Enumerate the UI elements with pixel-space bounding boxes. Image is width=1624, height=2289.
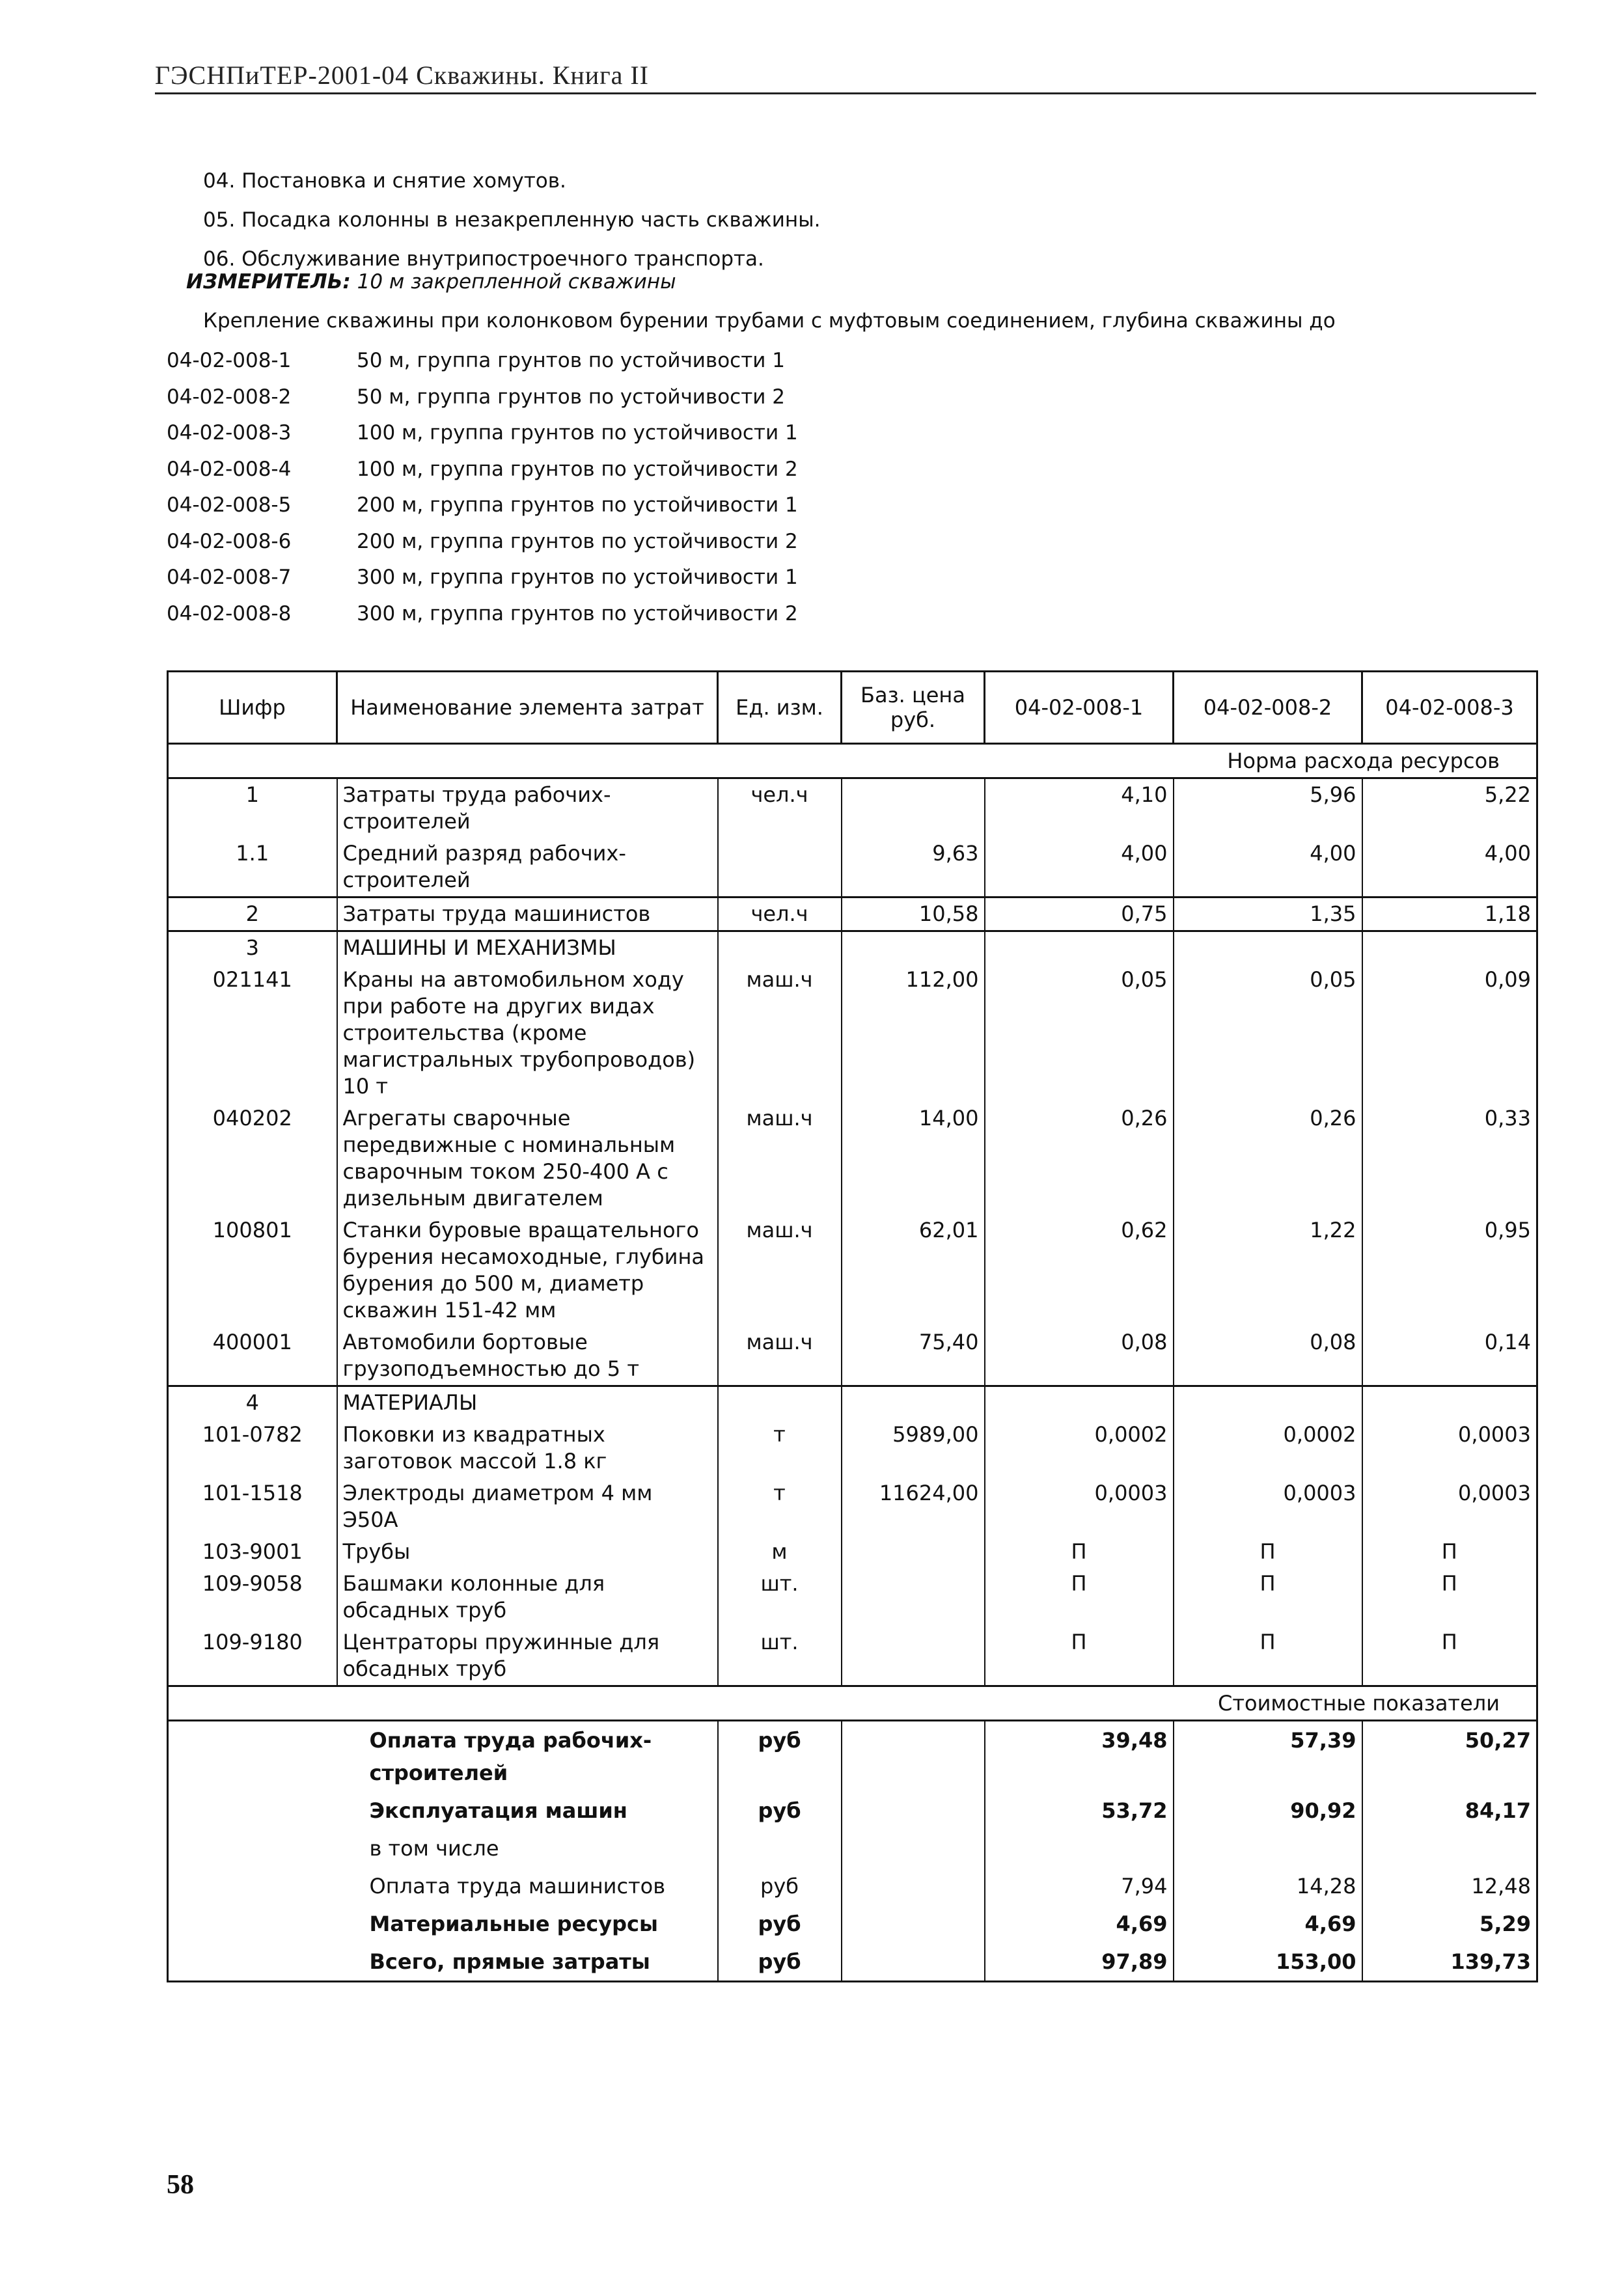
cost-name: Оплата труда машинистов (369, 1874, 666, 1898)
cell-unit: т (718, 1419, 842, 1477)
cell-unit: чел.ч (718, 778, 842, 838)
resource-table (167, 670, 1538, 1982)
variant-desc: 100 м, группа грунтов по устойчивости 2 (357, 457, 798, 481)
cost-name: Материальные ресурсы (369, 1912, 658, 1936)
table-row (168, 1214, 1537, 1326)
cell-value: 0,08 (1174, 1326, 1362, 1386)
cell-price (842, 1626, 985, 1686)
cell-value: 0,62 (985, 1214, 1174, 1326)
cell-name: Средний разряд рабочих-строителей (337, 838, 718, 898)
cell-code: 1 (168, 778, 337, 838)
table-row (168, 1568, 1537, 1626)
cell-value: 5,22 (1362, 778, 1537, 838)
cell-value: 0,0002 (985, 1419, 1174, 1477)
cell-value: 4,10 (985, 778, 1174, 838)
cost-row (168, 1905, 1537, 1943)
cell-value: 0,09 (1362, 964, 1537, 1103)
cost-value: 39,48 (985, 1721, 1174, 1792)
cell-unit (718, 838, 842, 898)
cell-value: 4,00 (1174, 838, 1362, 898)
cell-name: Электроды диаметром 4 мм Э50А (337, 1477, 718, 1536)
cell-value: 0,26 (1174, 1103, 1362, 1214)
variant-item (167, 560, 798, 596)
variant-code: 04-02-008-8 (167, 601, 292, 625)
cost-row (168, 1943, 1537, 1982)
norm-section-label: Норма расхода ресурсов (168, 744, 1537, 778)
running-header: ГЭСНПиТЕР-2001-04 Скважины. Книга II (155, 61, 649, 90)
variant-list (167, 343, 798, 632)
cell-value: П (1174, 1536, 1362, 1568)
col-header-norm-3: 04-02-008-3 (1362, 672, 1537, 744)
table-row (168, 1103, 1537, 1214)
cell-code: 109-9058 (168, 1568, 337, 1626)
cell-value: 4,00 (1362, 838, 1537, 898)
table-section-row (168, 931, 1537, 965)
cost-value: 4,69 (1174, 1905, 1362, 1943)
cell-price: 75,40 (842, 1326, 985, 1386)
cell-price (842, 778, 985, 838)
cell-unit: маш.ч (718, 1326, 842, 1386)
cell-unit: маш.ч (718, 964, 842, 1103)
cell-value: 0,95 (1362, 1214, 1537, 1326)
variant-item (167, 415, 798, 452)
cost-value: 90,92 (1174, 1792, 1362, 1830)
cell-name: Станки буровые вращательного бурения несамоходные, глубина бурения до 500 м, диаметр скважин 151-42 мм (337, 1214, 718, 1326)
section-title: МАШИНЫ И МЕХАНИЗМЫ (337, 931, 718, 965)
cell-name: Центраторы пружинные для обсадных труб (337, 1626, 718, 1686)
cost-row (168, 1792, 1537, 1830)
cost-name: Всего, прямые затраты (337, 1943, 718, 1982)
cell-price: 112,00 (842, 964, 985, 1103)
table-row (168, 838, 1537, 898)
table-row (168, 1419, 1537, 1477)
meter-line (186, 270, 676, 294)
cell-value: 0,0002 (1174, 1419, 1362, 1477)
table-row (168, 1326, 1537, 1386)
cost-row (168, 1721, 1537, 1792)
cell-price: 5989,00 (842, 1419, 985, 1477)
cell-code: 040202 (168, 1103, 337, 1214)
variant-code: 04-02-008-5 (167, 493, 292, 517)
cost-value: 7,94 (985, 1867, 1174, 1905)
variant-code: 04-02-008-2 (167, 385, 292, 409)
cost-value: 5,29 (1362, 1905, 1537, 1943)
cell-value: П (985, 1536, 1174, 1568)
cell-name: Краны на автомобильном ходу при работе на других видах строительства (кроме магистральных трубопроводов) 10 т (337, 964, 718, 1103)
cell-value: 0,0003 (1362, 1477, 1537, 1536)
cell-name: Автомобили бортовые грузоподъемностью до 5 т (337, 1326, 718, 1386)
cell-code: 101-1518 (168, 1477, 337, 1536)
cell-value: 0,26 (985, 1103, 1174, 1214)
cell-name: Трубы (337, 1536, 718, 1568)
cell-value: 1,18 (1362, 898, 1537, 931)
cost-value: 50,27 (1362, 1721, 1537, 1792)
cost-value: 84,17 (1362, 1792, 1537, 1830)
cell-name: Поковки из квадратных заготовок массой 1.8 кг (337, 1419, 718, 1477)
cell-unit: шт. (718, 1568, 842, 1626)
cell-value: П (985, 1568, 1174, 1626)
cell-value: П (1362, 1536, 1537, 1568)
cell-code: 021141 (168, 964, 337, 1103)
cost-unit: руб (718, 1721, 842, 1792)
operation-item: 06. Обслуживание внутрипостроечного транспорта. (203, 247, 764, 271)
cell-unit: маш.ч (718, 1214, 842, 1326)
cost-unit: руб (718, 1792, 842, 1830)
section-title: МАТЕРИАЛЫ (337, 1386, 718, 1419)
cost-value: 53,72 (985, 1792, 1174, 1830)
table-row (168, 1477, 1537, 1536)
table-row (168, 898, 1537, 931)
cell-unit: т (718, 1477, 842, 1536)
cell-name: Башмаки колонные для обсадных труб (337, 1568, 718, 1626)
cost-unit: руб (718, 1943, 842, 1982)
variant-item (167, 524, 798, 560)
cell-value: П (1362, 1568, 1537, 1626)
cell-value: 1,35 (1174, 898, 1362, 931)
variant-desc: 300 м, группа грунтов по устойчивости 1 (357, 566, 798, 589)
cell-value: 0,05 (1174, 964, 1362, 1103)
cell-price: 9,63 (842, 838, 985, 898)
cell-value: 0,0003 (1174, 1477, 1362, 1536)
cell-price: 11624,00 (842, 1477, 985, 1536)
variant-code: 04-02-008-1 (167, 349, 292, 372)
cost-name: Эксплуатация машин (369, 1798, 627, 1823)
cell-value: 0,0003 (1362, 1419, 1537, 1477)
variant-code: 04-02-008-6 (167, 529, 292, 553)
cell-value: П (985, 1626, 1174, 1686)
cell-value: П (1174, 1568, 1362, 1626)
col-header-unit: Ед. изм. (718, 672, 842, 744)
cell-name: Затраты труда машинистов (337, 898, 718, 931)
cell-unit: м (718, 1536, 842, 1568)
cell-value: П (1174, 1626, 1362, 1686)
intro-text: Крепление скважины при колонковом бурении трубами с муфтовым соединением, глубина скважины до (203, 309, 1336, 333)
cell-code: 109-9180 (168, 1626, 337, 1686)
variant-desc: 200 м, группа грунтов по устойчивости 1 (357, 493, 798, 517)
variant-code: 04-02-008-7 (167, 566, 292, 589)
variant-desc: 50 м, группа грунтов по устойчивости 2 (357, 385, 785, 409)
cost-name: в том числе (369, 1836, 499, 1861)
col-header-price: Баз. цена руб. (842, 672, 985, 744)
cell-code: 400001 (168, 1326, 337, 1386)
cost-value: 4,69 (985, 1905, 1174, 1943)
cost-unit: руб (718, 1905, 842, 1943)
header-divider (155, 92, 1536, 94)
cell-value: 0,75 (985, 898, 1174, 931)
cell-value: 1,22 (1174, 1214, 1362, 1326)
variant-code: 04-02-008-3 (167, 421, 292, 445)
meter-label: ИЗМЕРИТЕЛЬ: (186, 270, 351, 294)
cost-value: 57,39 (1174, 1721, 1362, 1792)
col-header-norm-2: 04-02-008-2 (1174, 672, 1362, 744)
cost-section-label: Стоимостные показатели (168, 1686, 1537, 1721)
cell-value: 0,08 (985, 1326, 1174, 1386)
cell-code: 3 (168, 931, 337, 965)
variant-item (167, 379, 798, 416)
cell-code: 2 (168, 898, 337, 931)
operations-list (203, 161, 820, 279)
cost-value: 97,89 (985, 1943, 1174, 1982)
variant-item (167, 343, 798, 379)
table-row (168, 1626, 1537, 1686)
cell-unit: чел.ч (718, 898, 842, 931)
cell-value: 0,05 (985, 964, 1174, 1103)
cost-value: 153,00 (1174, 1943, 1362, 1982)
cell-value: 0,14 (1362, 1326, 1537, 1386)
cost-row (168, 1830, 1537, 1867)
operation-item: 05. Посадка колонны в незакрепленную часть скважины. (203, 208, 821, 232)
cost-unit: руб (718, 1867, 842, 1905)
cell-price (842, 1568, 985, 1626)
meter-value: 10 м закрепленной скважины (357, 270, 676, 294)
cost-row (168, 1867, 1537, 1905)
table-section-row (168, 1386, 1537, 1419)
variant-desc: 200 м, группа грунтов по устойчивости 2 (357, 529, 798, 553)
cell-value: 0,0003 (985, 1477, 1174, 1536)
table-row (168, 1536, 1537, 1568)
cell-value: 0,33 (1362, 1103, 1537, 1214)
operation-item: 04. Постановка и снятие хомутов. (203, 169, 566, 193)
cell-code: 103-9001 (168, 1536, 337, 1568)
variant-item (167, 452, 798, 488)
variant-desc: 100 м, группа грунтов по устойчивости 1 (357, 421, 798, 445)
table-row (168, 964, 1537, 1103)
cell-price: 10,58 (842, 898, 985, 931)
page-number: 58 (167, 2170, 194, 2200)
cell-name: Затраты труда рабочих-строителей (337, 778, 718, 838)
cell-value: 5,96 (1174, 778, 1362, 838)
cell-code: 1.1 (168, 838, 337, 898)
col-header-code: Шифр (168, 672, 337, 744)
cost-value: 14,28 (1174, 1867, 1362, 1905)
cell-value: П (1362, 1626, 1537, 1686)
cell-price: 14,00 (842, 1103, 985, 1214)
cost-value: 12,48 (1362, 1867, 1537, 1905)
cost-name: Оплата труда рабочих-строителей (369, 1728, 652, 1785)
cell-code: 100801 (168, 1214, 337, 1326)
table-header-row (168, 672, 1537, 744)
col-header-norm-1: 04-02-008-1 (985, 672, 1174, 744)
variant-code: 04-02-008-4 (167, 457, 292, 481)
variant-desc: 300 м, группа грунтов по устойчивости 2 (357, 601, 798, 625)
cell-price (842, 1536, 985, 1568)
cell-unit: шт. (718, 1626, 842, 1686)
cost-value: 139,73 (1362, 1943, 1537, 1982)
cell-value: 4,00 (985, 838, 1174, 898)
cell-code: 4 (168, 1386, 337, 1419)
cell-name: Агрегаты сварочные передвижные с номинальным сварочным током 250-400 А с дизельным двигателем (337, 1103, 718, 1214)
variant-item (167, 487, 798, 524)
cell-unit: маш.ч (718, 1103, 842, 1214)
variant-desc: 50 м, группа грунтов по устойчивости 1 (357, 349, 785, 372)
cell-price: 62,01 (842, 1214, 985, 1326)
cell-code: 101-0782 (168, 1419, 337, 1477)
table-row (168, 778, 1537, 838)
col-header-name: Наименование элемента затрат (337, 672, 718, 744)
variant-item (167, 596, 798, 633)
